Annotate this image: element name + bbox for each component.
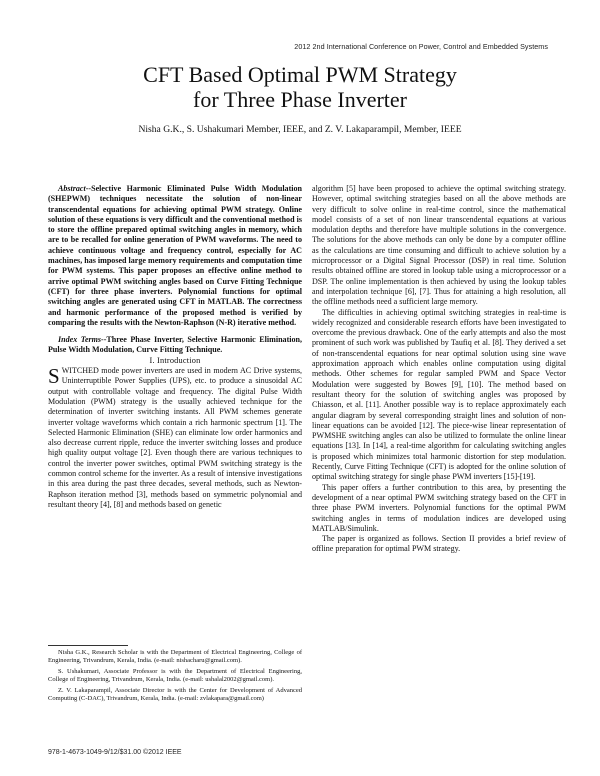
drop-cap: S	[48, 364, 60, 389]
footnote-rule	[48, 645, 128, 646]
footnote-2: S. Ushakumari, Associate Professor is with the Department of Electrical Engineering, College of Engineering, Trivandrum, Kerala, India. (e-mail: ushalal2002@gmail.com).	[48, 667, 302, 684]
authors: Nisha G.K., S. Ushakumari Member, IEEE, and Z. V. Lakaparampil, Member, IEEE	[138, 124, 462, 135]
footnotes	[48, 649, 302, 705]
copyright-line: 978-1-4673-1049-9/12/$31.00 ©2012 IEEE	[48, 749, 182, 756]
paragraph-organization: The paper is organized as follows. Section II provides a brief review of offline preparation for optimal PWM strategy.	[312, 534, 566, 554]
intro-text: mode power inverters are used in modern AC Drive systems, Uninterruptible Power Supplies (UPS), etc. to produce a sinusoidal AC output with controllable voltage and frequency. The digital Pulse Width Modulation (PWM) strategy is the usually achieved technique for the determination of inverter switching instants. All PWM schemes generate inverter voltage waveforms which contain a rich harmonic spectrum [1]. The Selected Harmonic Elimination (SHE) can eliminate low order harmonics and also decrease current ripple, reduce the inverter switching losses and produce high quality output voltage [2]. Even though there are various techniques to control the inverter power switches, optimal PWM switching strategy is the common control scheme for the inverter. As a result of intensive investigations in this area during the past three decades, several methods, such as Newton-Raphson iteration method [3], methods based on symmetric polynomial and resultant theory [4], [8] and methods based on genetic	[48, 366, 302, 509]
index-terms-text: --Three Phase Inverter, Selective Harmonic Elimination, Pulse Width Modulation, Curve Fitting Technique.	[48, 335, 302, 355]
paragraph-contribution: This paper offers a further contribution to this area, by presenting the development of a near optimal PWM switching strategy based on the CFT in three phase PWM inverters. Polynomial functions for the optimal PWM switching angles in terms of modulation indices are developed using MATLAB/Simulink.	[312, 482, 566, 533]
abstract	[48, 184, 302, 328]
paper-title	[0, 62, 600, 112]
title-line-2: for Three Phase Inverter	[193, 87, 407, 112]
footnote-3: Z. V. Lakaparampil, Associate Director is with the Center for Development of Advanced Computing (C-DAC), Trivandrum, Kerala, India. (e-mail: zvlakapara@gmail.com)	[48, 686, 302, 703]
conference-header: 2012 2nd International Conference on Power, Control and Embedded Systems	[294, 42, 548, 51]
footnote-1: Nisha G.K., Research Scholar is with the Department of Electrical Engineering, College of Engineering, Trivandrum, Kerala, India. (e-mail: nishacharu@gmail.com).	[48, 649, 302, 665]
left-column	[48, 184, 302, 510]
index-terms	[48, 335, 302, 356]
right-column	[312, 184, 566, 555]
title-line-1: CFT Based Optimal PWM Strategy	[143, 62, 457, 87]
intro-first-word: WITCHED	[61, 366, 99, 376]
paragraph-difficulties: The difficulties in achieving optimal switching strategies in real-time is widely recognized and considerable research efforts have been investigated to overcome the previous drawback. One of the early attempts and also the most prominent of such work was published by Taufiq et al. [8]. They derived a set of non-transcendental equations for near optimal solution using sine wave approximation approach which enables online computation using digital methods. Other schemes for regular sampled PWM and Space Vector Modulation were suggested by Bowes [9], [10]. The method based on resultant theory for the solution of switching angles was proposed by Chiasson, et al. [11]. Another possible way is to replace approximately each angular diagram by several corresponding straight lines and solution of non-linear equations can be avoided [12]. The piece-wise linear representation of PWMSHE switching angles can also be utilized to formulate the online linear equations [13]. In [14], a real-time algorithm for calculating switching angles is proposed which minimizes total harmonic distortion for step modulation. Recently, Curve Fitting Technique (CFT) is adopted for the online solution of optimal switching strategy for single phase PWM inverters [15]-[19].	[312, 307, 566, 482]
abstract-text: --Selective Harmonic Eliminated Pulse Width Modulation (SHEPWM) techniques necessitate the solution of non-linear transcendental equations for achieving optimal PWM strategy. Online solution of these equations is very difficult and the conventional method is to store the offline prepared optimal switching angles in memory, which are to be recalled for online generation of PWM waveforms. The need to achieve continuous voltage and frequency control, especially for AC machines, has imposed large memory requirements and computation time for PWM systems. This paper proposes an effective online method to arrive optimal PWM switching angles based on Curve Fitting Technique (CFT) for three phase inverters. Polynomial functions for optimal switching angles are generated using CFT in MATLAB. The correctness and harmonic performance of the proposed method is verified by comparing the results with the Newton-Raphson (N-R) iterative method.	[48, 184, 302, 327]
section-heading-introduction: I. Introduction	[149, 355, 201, 365]
paragraph-continuation: algorithm [5] have been proposed to achieve the optimal switching strategy. However, optimal switching strategies based on all the above methods are very difficult to solve online in real-time control, since the mathematical model consists of a set of non linear transcendental equations at various modulation depths and therefore have multiple solutions in the convergence. The solutions for the above methods can only be done by a computer offline as the calculations are time consuming and difficult to achieve solution by a microprocessor or a Digital Signal Processor (DSP) in real time. Solution results obtained offline are stored in lookup table using a microprocessor or a DSP. The online implementation is then achieved by using the lookup tables and interpolation technique [6], [7]. Thus for attaining a high resolution, all the offline methods need a sufficient large memory.	[312, 184, 566, 307]
intro-paragraph	[48, 366, 302, 510]
abstract-lead: Abstract	[58, 184, 86, 193]
index-terms-lead: Index Terms	[58, 335, 102, 345]
